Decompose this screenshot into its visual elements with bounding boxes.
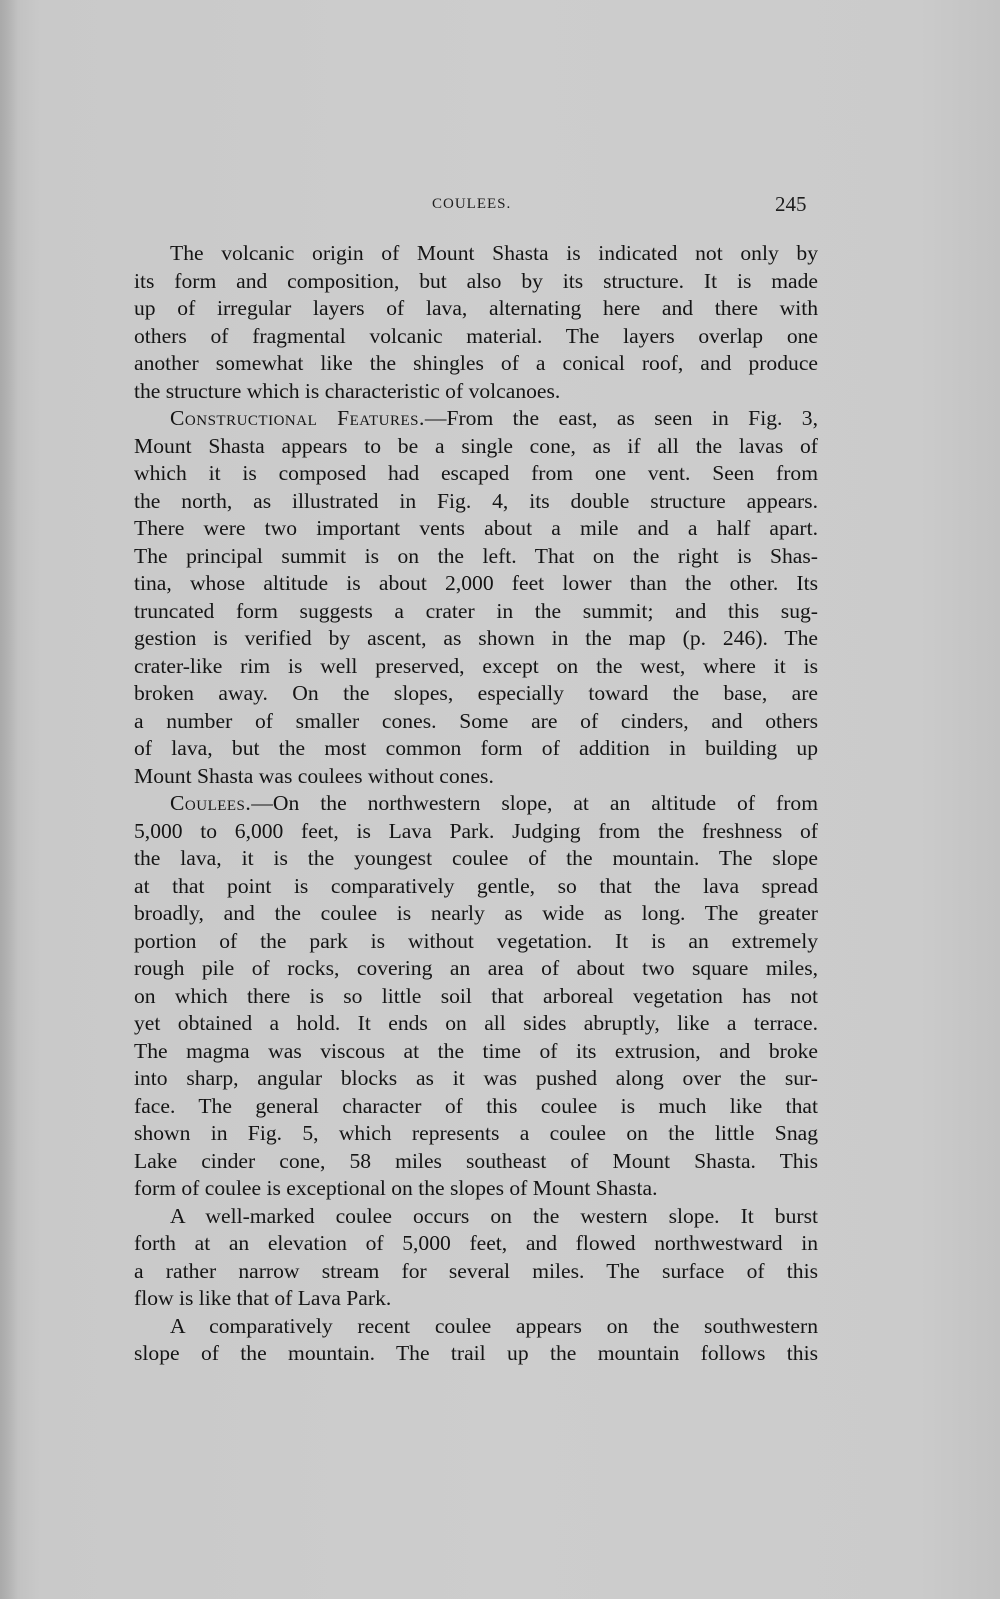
text-line: gestion is verified by ascent, as shown in the map (p. 246). The bbox=[134, 626, 818, 650]
running-title: COULEES. bbox=[432, 196, 512, 212]
text-line: The principal summit is on the left. That on the right is Shas- bbox=[134, 543, 818, 568]
text-line: tina, whose altitude is about 2,000 feet lower than the other. Its bbox=[134, 571, 818, 595]
text-line: face. The general character of this coulee is much like that bbox=[134, 1093, 818, 1118]
paragraph-western-slope bbox=[134, 1203, 818, 1313]
text-line: slope of the mountain. The trail up the mountain follows this bbox=[134, 1341, 818, 1365]
text-line: truncated form suggests a crater in the summit; and this sug- bbox=[134, 598, 818, 623]
text-line: Mount Shasta was coulees without cones. bbox=[134, 763, 494, 788]
text-line: The magma was viscous at the time of its extrusion, and broke bbox=[134, 1038, 818, 1063]
section-heading-constructional-features: Constructional Features. bbox=[170, 406, 425, 430]
paragraph-coulees bbox=[134, 790, 818, 1203]
text-line: which it is composed had escaped from one vent. Seen from bbox=[134, 461, 818, 485]
page-edge-shadow bbox=[0, 0, 18, 1599]
text-line: broadly, and the coulee is nearly as wide as long. The greater bbox=[134, 901, 818, 925]
text-line: flow is like that of Lava Park. bbox=[134, 1286, 392, 1310]
text-line: a number of smaller cones. Some are of cinders, and others bbox=[134, 708, 818, 733]
text-line: yet obtained a hold. It ends on all sides abruptly, like a terrace. bbox=[134, 1011, 818, 1035]
text-line: others of fragmental volcanic material. The layers overlap one bbox=[134, 323, 818, 348]
text-line: broken away. On the slopes, especially toward the base, are bbox=[134, 681, 818, 705]
running-head bbox=[0, 192, 1000, 222]
text-line: A well-marked coulee occurs on the western slope. It burst bbox=[170, 1203, 818, 1228]
text-line: another somewhat like the shingles of a conical roof, and produce bbox=[134, 351, 818, 375]
lead-line-rest: —On the northwestern slope, at an altitude of from bbox=[251, 791, 818, 815]
text-line: its form and composition, but also by its structure. It is made bbox=[134, 268, 818, 293]
text-line: into sharp, angular blocks as it was pushed along over the sur- bbox=[134, 1066, 818, 1090]
text-line: form of coulee is exceptional on the slopes of Mount Shasta. bbox=[134, 1176, 658, 1200]
text-line bbox=[134, 790, 818, 818]
paragraph-constructional-features bbox=[134, 405, 818, 790]
text-line: the north, as illustrated in Fig. 4, its double structure appears. bbox=[134, 488, 818, 513]
text-line: a rather narrow stream for several miles. The surface of this bbox=[134, 1258, 818, 1283]
paragraph-southwestern-slope bbox=[134, 1313, 818, 1368]
text-line: on which there is so little soil that arboreal vegetation has not bbox=[134, 983, 818, 1008]
text-line: of lava, but the most common form of addition in building up bbox=[134, 736, 818, 760]
body-text bbox=[134, 240, 818, 1368]
lead-line-rest: —From the east, as seen in Fig. 3, bbox=[424, 406, 818, 430]
text-line: the lava, it is the youngest coulee of the mountain. The slope bbox=[134, 846, 818, 870]
text-line: Lake cinder cone, 58 miles southeast of Mount Shasta. This bbox=[134, 1148, 818, 1173]
text-line: shown in Fig. 5, which represents a coulee on the little Snag bbox=[134, 1121, 818, 1145]
text-line: The volcanic origin of Mount Shasta is indicated not only by bbox=[170, 241, 818, 265]
text-line: portion of the park is without vegetation. It is an extremely bbox=[134, 928, 818, 953]
text-line: A comparatively recent coulee appears on the southwestern bbox=[170, 1313, 818, 1338]
text-line: at that point is comparatively gentle, so that the lava spread bbox=[134, 873, 818, 898]
text-line: forth at an elevation of 5,000 feet, and flowed northwestward in bbox=[134, 1231, 818, 1255]
text-line: There were two important vents about a mile and a half apart. bbox=[134, 516, 818, 540]
text-line: Mount Shasta appears to be a single cone, as if all the lavas of bbox=[134, 433, 818, 458]
paragraph-volcanic-origin bbox=[134, 240, 818, 405]
text-line: up of irregular layers of lava, alternating here and there with bbox=[134, 296, 818, 320]
section-heading-coulees: Coulees. bbox=[170, 791, 252, 815]
text-line: 5,000 to 6,000 feet, is Lava Park. Judging from the freshness of bbox=[134, 818, 818, 843]
text-line: rough pile of rocks, covering an area of about two square miles, bbox=[134, 956, 818, 980]
text-line: crater-like rim is well preserved, except on the west, where it is bbox=[134, 653, 818, 678]
text-line bbox=[134, 405, 818, 433]
text-line: the structure which is characteristic of volcanoes. bbox=[134, 378, 561, 403]
page-number: 245 bbox=[775, 192, 807, 216]
